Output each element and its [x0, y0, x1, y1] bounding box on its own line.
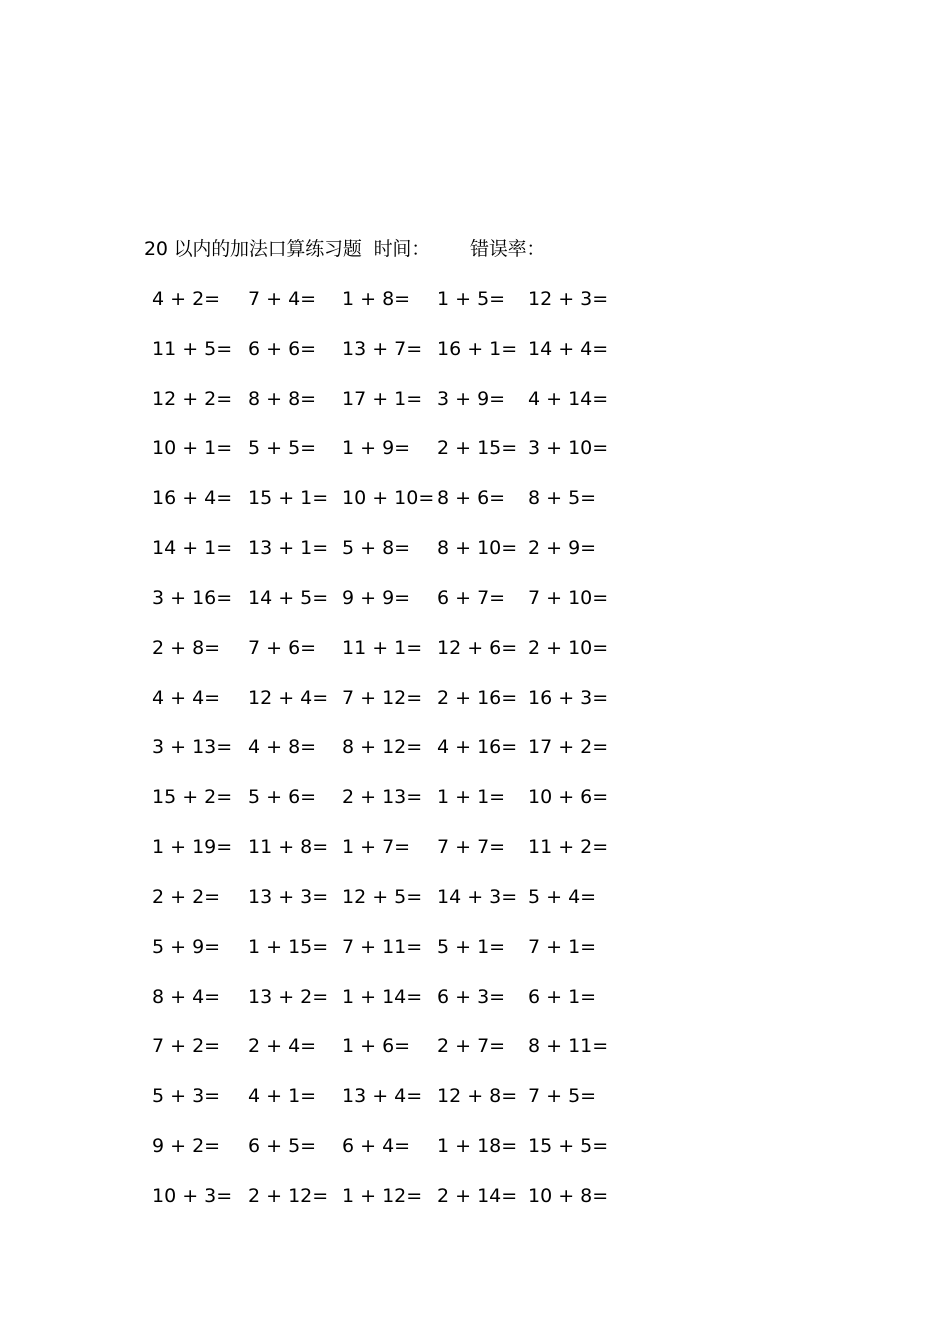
problem-row: [0, 435, 950, 485]
addition-problem: 13 + 7=: [342, 337, 423, 360]
addition-problem: 6 + 3=: [437, 985, 506, 1008]
addition-problem: 5 + 5=: [248, 437, 317, 460]
addition-problem: 5 + 6=: [248, 786, 317, 809]
addition-problem: 8 + 5=: [528, 487, 597, 510]
addition-problem: 1 + 1=: [437, 786, 506, 809]
addition-problem: 15 + 1=: [248, 487, 329, 510]
addition-problem: 12 + 6=: [437, 636, 518, 659]
addition-problem: 13 + 3=: [248, 885, 329, 908]
addition-problem: 5 + 1=: [437, 935, 506, 958]
addition-problem: 10 + 10=: [342, 487, 435, 510]
addition-problem: 9 + 2=: [152, 1135, 221, 1158]
addition-problem: 13 + 2=: [248, 985, 329, 1008]
problem-row: [0, 685, 950, 735]
addition-problem: 1 + 6=: [342, 1035, 411, 1058]
addition-problem: 13 + 4=: [342, 1085, 423, 1108]
addition-problem: 16 + 4=: [152, 487, 233, 510]
problem-grid: [0, 286, 950, 1233]
addition-problem: 7 + 11=: [342, 935, 423, 958]
addition-problem: 5 + 8=: [342, 537, 411, 560]
addition-problem: 1 + 19=: [152, 836, 233, 859]
addition-problem: 11 + 8=: [248, 836, 329, 859]
addition-problem: 2 + 13=: [342, 786, 423, 809]
addition-problem: 11 + 5=: [152, 337, 233, 360]
addition-problem: 6 + 5=: [248, 1135, 317, 1158]
addition-problem: 15 + 2=: [152, 786, 233, 809]
addition-problem: 3 + 10=: [528, 437, 609, 460]
addition-problem: 10 + 8=: [528, 1184, 609, 1207]
addition-problem: 5 + 3=: [152, 1085, 221, 1108]
addition-problem: 12 + 5=: [342, 885, 423, 908]
addition-problem: 15 + 5=: [528, 1135, 609, 1158]
title-main: 20 以内的加法口算练习题: [144, 238, 362, 260]
addition-problem: 11 + 2=: [528, 836, 609, 859]
addition-problem: 10 + 6=: [528, 786, 609, 809]
addition-problem: 1 + 7=: [342, 836, 411, 859]
addition-problem: 2 + 4=: [248, 1035, 317, 1058]
addition-problem: 2 + 12=: [248, 1184, 329, 1207]
addition-problem: 2 + 15=: [437, 437, 518, 460]
addition-problem: 1 + 12=: [342, 1184, 423, 1207]
addition-problem: 4 + 16=: [437, 736, 518, 759]
problem-row: [0, 585, 950, 635]
time-label: 时间：: [373, 238, 431, 260]
addition-problem: 5 + 4=: [528, 885, 597, 908]
addition-problem: 2 + 2=: [152, 885, 221, 908]
addition-problem: 1 + 15=: [248, 935, 329, 958]
addition-problem: 14 + 5=: [248, 586, 329, 609]
addition-problem: 6 + 6=: [248, 337, 317, 360]
addition-problem: 4 + 4=: [152, 686, 221, 709]
addition-problem: 3 + 9=: [437, 387, 506, 410]
problem-row: [0, 485, 950, 535]
problem-row: [0, 286, 950, 336]
problem-row: [0, 784, 950, 834]
addition-problem: 1 + 9=: [342, 437, 411, 460]
addition-problem: 2 + 8=: [152, 636, 221, 659]
addition-problem: 17 + 2=: [528, 736, 609, 759]
addition-problem: 4 + 14=: [528, 387, 609, 410]
problem-row: [0, 336, 950, 386]
addition-problem: 10 + 1=: [152, 437, 233, 460]
addition-problem: 17 + 1=: [342, 387, 423, 410]
addition-problem: 1 + 8=: [342, 288, 411, 310]
addition-problem: 2 + 7=: [437, 1035, 506, 1058]
addition-problem: 9 + 9=: [342, 586, 411, 609]
addition-problem: 14 + 3=: [437, 885, 518, 908]
addition-problem: 12 + 3=: [528, 288, 609, 310]
addition-problem: 4 + 8=: [248, 736, 317, 759]
addition-problem: 7 + 4=: [248, 288, 317, 310]
addition-problem: 6 + 1=: [528, 985, 597, 1008]
problem-row: [0, 984, 950, 1034]
addition-problem: 3 + 13=: [152, 736, 233, 759]
problem-row: [0, 1133, 950, 1183]
addition-problem: 14 + 4=: [528, 337, 609, 360]
error-rate-label: 错误率：: [470, 238, 546, 260]
worksheet-title: [144, 236, 545, 262]
addition-problem: 8 + 4=: [152, 985, 221, 1008]
problem-row: [0, 884, 950, 934]
addition-problem: 8 + 8=: [248, 387, 317, 410]
addition-problem: 12 + 8=: [437, 1085, 518, 1108]
problem-row: [0, 386, 950, 436]
addition-problem: 8 + 12=: [342, 736, 423, 759]
addition-problem: 7 + 12=: [342, 686, 423, 709]
addition-problem: 8 + 11=: [528, 1035, 609, 1058]
problem-row: [0, 635, 950, 685]
addition-problem: 3 + 16=: [152, 586, 233, 609]
addition-problem: 7 + 7=: [437, 836, 506, 859]
problem-row: [0, 1183, 950, 1233]
addition-problem: 5 + 9=: [152, 935, 221, 958]
addition-problem: 12 + 2=: [152, 387, 233, 410]
addition-problem: 8 + 10=: [437, 537, 518, 560]
addition-problem: 2 + 10=: [528, 636, 609, 659]
addition-problem: 10 + 3=: [152, 1184, 233, 1207]
addition-problem: 7 + 6=: [248, 636, 317, 659]
problem-row: [0, 535, 950, 585]
addition-problem: 16 + 3=: [528, 686, 609, 709]
addition-problem: 6 + 4=: [342, 1135, 411, 1158]
addition-problem: 4 + 2=: [152, 288, 221, 310]
addition-problem: 6 + 7=: [437, 586, 506, 609]
addition-problem: 2 + 14=: [437, 1184, 518, 1207]
addition-problem: 1 + 14=: [342, 985, 423, 1008]
addition-problem: 16 + 1=: [437, 337, 518, 360]
addition-problem: 2 + 9=: [528, 537, 597, 560]
problem-row: [0, 834, 950, 884]
addition-problem: 12 + 4=: [248, 686, 329, 709]
addition-problem: 8 + 6=: [437, 487, 506, 510]
problem-row: [0, 934, 950, 984]
problem-row: [0, 1083, 950, 1133]
problem-row: [0, 734, 950, 784]
addition-problem: 2 + 16=: [437, 686, 518, 709]
addition-problem: 4 + 1=: [248, 1085, 317, 1108]
addition-problem: 7 + 1=: [528, 935, 597, 958]
addition-problem: 7 + 5=: [528, 1085, 597, 1108]
addition-problem: 7 + 2=: [152, 1035, 221, 1058]
addition-problem: 13 + 1=: [248, 537, 329, 560]
addition-problem: 1 + 18=: [437, 1135, 518, 1158]
addition-problem: 7 + 10=: [528, 586, 609, 609]
addition-problem: 11 + 1=: [342, 636, 423, 659]
problem-row: [0, 1033, 950, 1083]
addition-problem: 1 + 5=: [437, 288, 506, 310]
addition-problem: 14 + 1=: [152, 537, 233, 560]
